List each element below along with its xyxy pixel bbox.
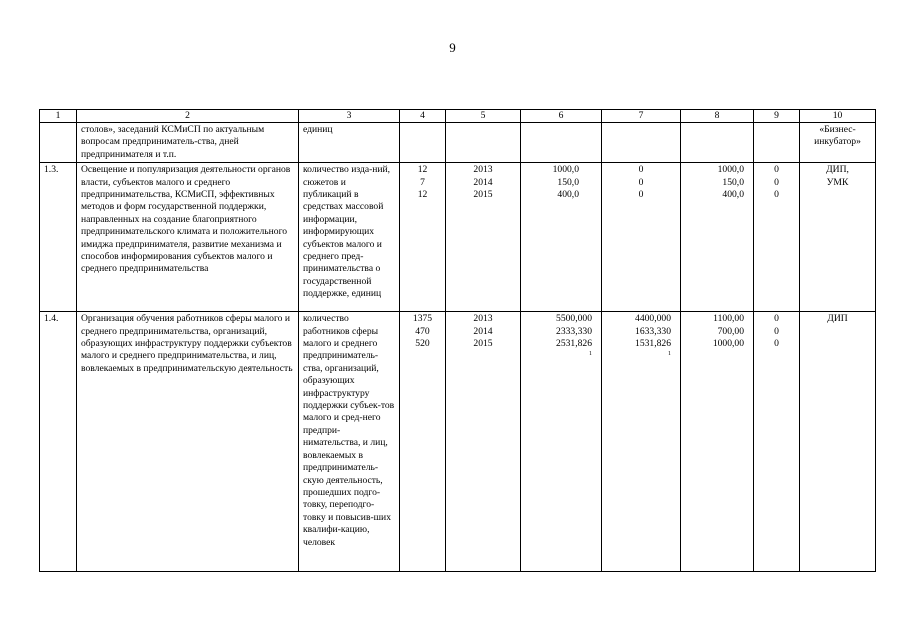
- value: 1375: [412, 313, 433, 325]
- header-row: [40, 110, 876, 123]
- cell-total: [521, 163, 602, 312]
- table-row-1-4: [40, 312, 876, 572]
- header-cell-2: 2: [77, 110, 299, 123]
- cell-federal: [602, 123, 681, 163]
- header-cell-9: 9: [754, 110, 800, 123]
- value: 0: [774, 164, 779, 176]
- value: 0: [774, 325, 779, 337]
- table-row-continuation: [40, 123, 876, 163]
- value: 400,0: [557, 189, 579, 201]
- value: 0: [638, 176, 644, 188]
- value: 5500,000: [556, 313, 592, 325]
- value: 1633,330: [635, 325, 671, 337]
- header-cell-6: 6: [521, 110, 602, 123]
- cell-quantity: [400, 312, 446, 572]
- cell-other: [754, 163, 800, 312]
- header-cell-8: 8: [681, 110, 754, 123]
- cell-regional: [681, 163, 754, 312]
- value: ДИП,: [826, 164, 849, 176]
- cell-indicator: единиц: [299, 123, 400, 163]
- header-cell-7: 7: [602, 110, 681, 123]
- cell-indicator: количество изда-ний, сюжетов и публикаций в средствах массовой информации, информирующих субъектов малого и среднего пред-принимательства о государственной поддержке, единиц: [299, 163, 400, 312]
- budget-table: [39, 109, 876, 572]
- cell-year: [446, 163, 521, 312]
- value: 1100,00: [713, 313, 744, 325]
- header-cell-4: 4: [400, 110, 446, 123]
- value: 1000,0: [552, 164, 579, 176]
- value: 2014: [473, 176, 493, 188]
- cell-federal: [602, 163, 681, 312]
- value: 2333,330: [556, 325, 592, 337]
- value: 400,0: [722, 189, 744, 201]
- value: 7: [420, 176, 425, 188]
- value-number: 2531,826: [556, 338, 592, 350]
- value: 0: [774, 313, 779, 325]
- value: 4400,000: [635, 313, 671, 325]
- cell-activity: Организация обучения работников сферы малого и среднего предпринимательства, организаций, образующих инфраструктуру поддержки субъектов малого и среднего предпринимательства, и лиц, вовлекаемых в предпринимательскую деятельность: [77, 312, 299, 572]
- value: [525, 338, 592, 363]
- value: 0: [638, 164, 644, 176]
- cell-num: 1.3.: [40, 163, 77, 312]
- cell-other: [754, 123, 800, 163]
- value: [606, 338, 671, 363]
- value: 2013: [473, 164, 493, 176]
- cell-num: 1.4.: [40, 312, 77, 572]
- value: 470: [415, 325, 430, 337]
- value-number: 1531,826: [635, 338, 671, 350]
- value: 1000,0: [717, 164, 744, 176]
- header-cell-3: 3: [299, 110, 400, 123]
- value: 12: [417, 164, 428, 176]
- value: 0: [774, 189, 779, 201]
- cell-total: [521, 123, 602, 163]
- cell-num: [40, 123, 77, 163]
- cell-indicator: количество работников сферы малого и среднего предприниматель-ства, организаций, образующих инфраструктуру поддержки субъек-тов малого и сред-него предпри-нимательства, и лиц, вовлекаемых в предприниматель-скую деятельность, прошедших подго-товку, переподго-товку и повысив-ших квалифи-кацию, человек: [299, 312, 400, 572]
- value: 0: [774, 176, 779, 188]
- value: 150,0: [557, 176, 579, 188]
- footnote-mark: 1: [589, 351, 592, 358]
- cell-executor: [800, 163, 876, 312]
- value: 1000,00: [712, 338, 744, 350]
- cell-executor: «Бизнес-инкубатор»: [800, 123, 876, 163]
- cell-activity: столов», заседаний КСМиСП по актуальным вопросам предприниматель-ства, дней предпринимателя и т.п.: [77, 123, 299, 163]
- value: 150,0: [722, 176, 744, 188]
- value: 2014: [473, 325, 493, 337]
- cell-quantity: [400, 123, 446, 163]
- header-cell-1: 1: [40, 110, 77, 123]
- value: 12: [417, 189, 428, 201]
- value: УМК: [826, 176, 849, 188]
- header-cell-5: 5: [446, 110, 521, 123]
- cell-total: [521, 312, 602, 572]
- cell-executor: ДИП: [800, 312, 876, 572]
- header-cell-10: 10: [800, 110, 876, 123]
- footnote-mark: 1: [668, 351, 671, 358]
- value: 0: [774, 338, 779, 350]
- value: 520: [415, 338, 430, 350]
- cell-regional: [681, 312, 754, 572]
- cell-other: [754, 312, 800, 572]
- table-row-1-3: [40, 163, 876, 312]
- value: 0: [638, 189, 644, 201]
- value: 2015: [473, 189, 493, 201]
- value: 2015: [473, 338, 493, 350]
- cell-year: [446, 123, 521, 163]
- value: 2013: [473, 313, 493, 325]
- cell-quantity: [400, 163, 446, 312]
- cell-regional: [681, 123, 754, 163]
- cell-activity: Освещение и популяризация деятельности органов власти, субъектов малого и среднего предпринимательства, КСМиСП, эффективных методов и форм государственной поддержки, направленных на создание благоприятного предпринимательского климата и положительного имиджа предпринимателя, развитие механизма и способов информирования субъектов малого и среднего предпринимательства: [77, 163, 299, 312]
- page-number: 9: [449, 40, 456, 55]
- cell-federal: [602, 312, 681, 572]
- value: 700,00: [717, 325, 744, 337]
- cell-year: [446, 312, 521, 572]
